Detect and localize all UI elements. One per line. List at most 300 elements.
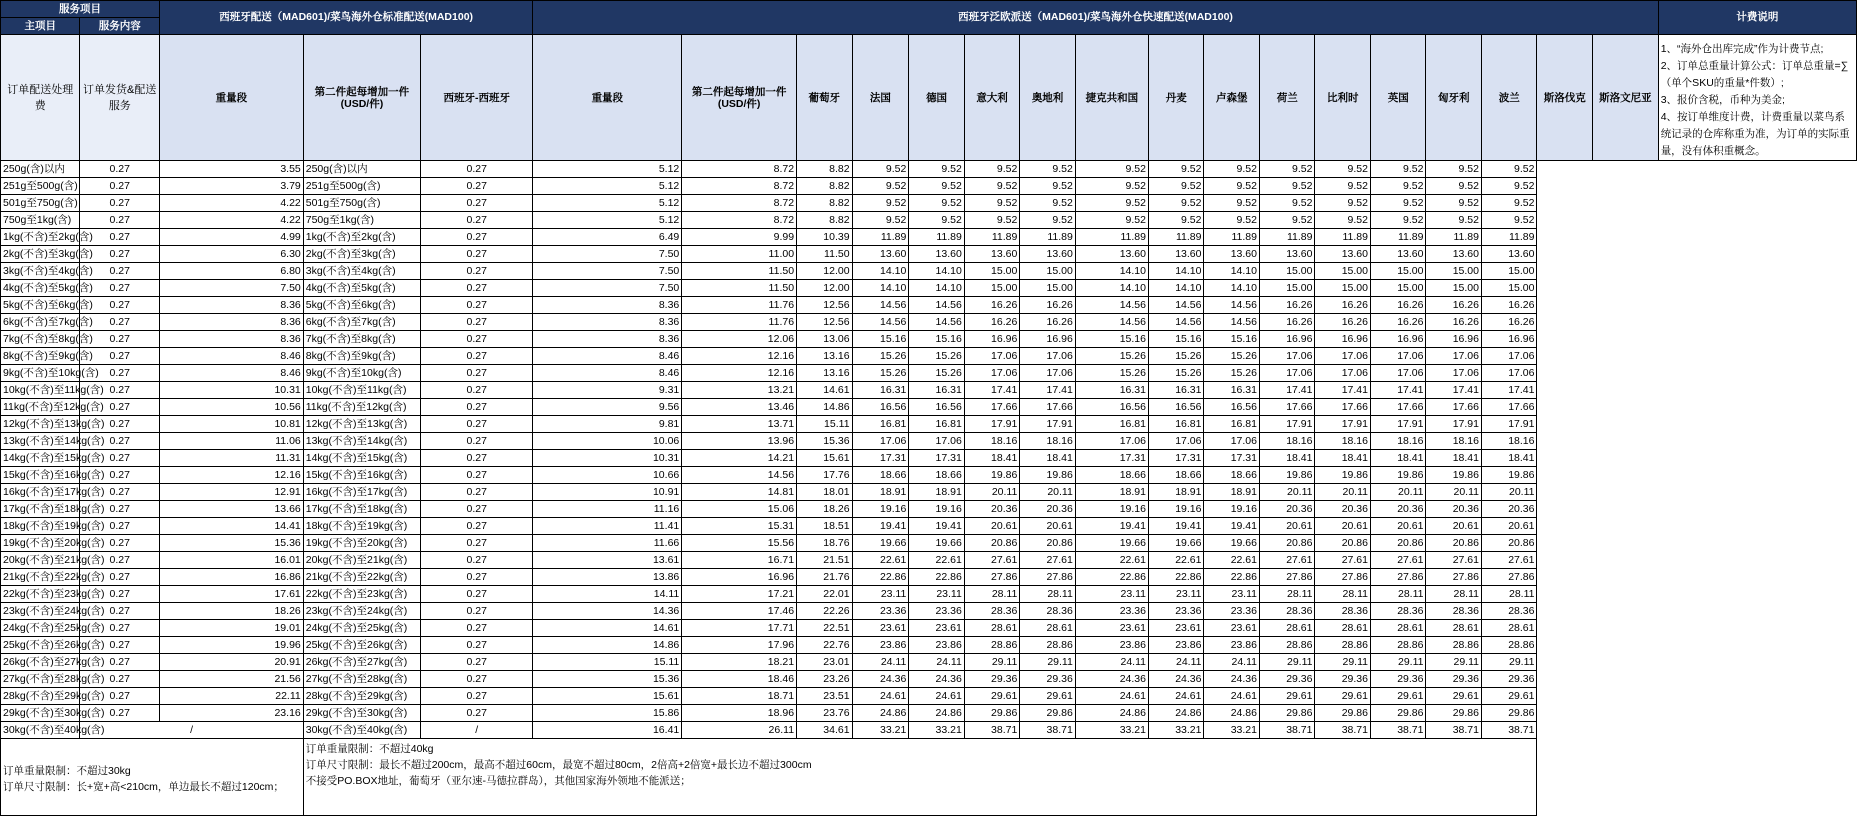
rate-rows <box>1 161 1857 739</box>
country-price-cell: 28.11 <box>1481 586 1537 603</box>
table-row <box>1 722 1857 739</box>
eu-extra-fee-cell: 0.27 <box>421 501 533 518</box>
eu-weight-range-cell: 1kg(不含)至2kg(含) <box>303 229 420 246</box>
spain-price-cell: 8.46 <box>159 365 303 382</box>
country-price-cell: 20.86 <box>1315 535 1371 552</box>
country-price-cell: 18.16 <box>1426 433 1482 450</box>
country-price-cell: 22.61 <box>852 552 909 569</box>
country-price-cell: 23.61 <box>909 620 965 637</box>
eu-weight-range-cell: 3kg(不含)至4kg(含) <box>303 263 420 280</box>
country-price-cell: 18.96 <box>682 705 797 722</box>
country-price-cell: 14.10 <box>1075 280 1148 297</box>
country-price-cell: 28.36 <box>1315 603 1371 620</box>
country-price-cell: 22.26 <box>797 603 853 620</box>
spain-price-cell: 3.79 <box>159 178 303 195</box>
country-price-cell: 20.36 <box>1020 501 1076 518</box>
weight-range-cell: 1kg(不含)至2kg(含) <box>1 229 80 246</box>
weight-range-cell: 16kg(不含)至17kg(含) <box>1 484 80 501</box>
eu-weight-range-cell: 12kg(不含)至13kg(含) <box>303 416 420 433</box>
spain-price-cell: 12.16 <box>159 467 303 484</box>
country-price-cell: 17.31 <box>1148 450 1204 467</box>
country-price-cell: 33.21 <box>852 722 909 739</box>
country-price-cell: 28.86 <box>1315 637 1371 654</box>
country-price-cell: 29.11 <box>1481 654 1537 671</box>
country-price-cell: 20.11 <box>1259 484 1315 501</box>
country-price-cell: 11.89 <box>1075 229 1148 246</box>
country-price-cell: 15.11 <box>533 654 682 671</box>
country-price-cell: 24.61 <box>1148 688 1204 705</box>
country-price-cell: 22.86 <box>1204 569 1260 586</box>
country-price-cell: 15.26 <box>1204 348 1260 365</box>
country-price-cell: 29.36 <box>1315 671 1371 688</box>
country-price-cell: 17.76 <box>797 467 853 484</box>
spain-price-cell: 17.61 <box>159 586 303 603</box>
country-price-cell: 16.26 <box>964 297 1020 314</box>
country-price-cell: 16.81 <box>852 416 909 433</box>
country-price-cell: 16.31 <box>1075 382 1148 399</box>
country-price-cell: 22.61 <box>1204 552 1260 569</box>
country-price-cell: 11.00 <box>682 246 797 263</box>
country-price-cell: 16.31 <box>852 382 909 399</box>
eu-weight-range-cell: 18kg(不含)至19kg(含) <box>303 518 420 535</box>
country-price-cell: 19.66 <box>1075 535 1148 552</box>
country-price-cell: 28.11 <box>1426 586 1482 603</box>
spain-price-cell: 4.99 <box>159 229 303 246</box>
country-price-cell: 17.06 <box>1481 365 1537 382</box>
country-price-cell: 18.66 <box>1204 467 1260 484</box>
country-price-cell: 24.36 <box>909 671 965 688</box>
country-price-cell: 28.36 <box>1020 603 1076 620</box>
table-row <box>1 178 1857 195</box>
note-line: 1、“海外仓出库完成”作为计费节点; <box>1660 43 1824 55</box>
country-price-cell: 16.96 <box>1259 331 1315 348</box>
country-price-cell: 19.16 <box>1075 501 1148 518</box>
country-price-cell: 14.61 <box>533 620 682 637</box>
country-price-cell: 9.52 <box>1426 178 1482 195</box>
weight-range-cell: 27kg(不含)至28kg(含) <box>1 671 80 688</box>
country-price-cell: 16.56 <box>909 399 965 416</box>
eu-weight-range-cell: 26kg(不含)至27kg(含) <box>303 654 420 671</box>
country-price-cell: 9.52 <box>1426 195 1482 212</box>
country-price-cell: 23.76 <box>797 705 853 722</box>
country-price-cell: 17.06 <box>1370 348 1426 365</box>
country-price-cell: 20.11 <box>964 484 1020 501</box>
country-price-cell: 14.56 <box>852 314 909 331</box>
country-price-cell: 17.06 <box>1426 348 1482 365</box>
country-price-cell: 19.86 <box>1426 467 1482 484</box>
country-price-cell: 14.81 <box>682 484 797 501</box>
country-price-cell: 38.71 <box>1020 722 1076 739</box>
country-price-cell: 13.60 <box>1204 246 1260 263</box>
weight-range-cell: 20kg(不含)至21kg(含) <box>1 552 80 569</box>
country-price-cell: 17.91 <box>1370 416 1426 433</box>
country-price-cell: 13.86 <box>533 569 682 586</box>
col-weight-eu: 重量段 <box>533 35 682 161</box>
country-price-cell: 29.61 <box>1370 688 1426 705</box>
country-price-cell: 12.56 <box>797 314 853 331</box>
country-price-cell: 23.36 <box>909 603 965 620</box>
weight-range-cell: 21kg(不含)至22kg(含) <box>1 569 80 586</box>
country-price-cell: 14.86 <box>533 637 682 654</box>
country-price-cell: 9.52 <box>852 161 909 178</box>
country-price-cell: 18.21 <box>682 654 797 671</box>
country-price-cell: 16.26 <box>964 314 1020 331</box>
spain-price-cell: 12.91 <box>159 484 303 501</box>
table-row <box>1 671 1857 688</box>
country-price-cell: 29.61 <box>1020 688 1076 705</box>
country-price-cell: 22.01 <box>797 586 853 603</box>
country-price-cell: 14.56 <box>1204 297 1260 314</box>
footer-line: 订单重量限制：不超过40kg <box>305 743 434 755</box>
country-price-cell: 18.66 <box>852 467 909 484</box>
weight-range-cell: 23kg(不含)至24kg(含) <box>1 603 80 620</box>
country-price-cell: 15.00 <box>1020 280 1076 297</box>
country-price-cell: 17.31 <box>852 450 909 467</box>
spain-price-cell: 7.50 <box>159 280 303 297</box>
eu-extra-fee-cell: 0.27 <box>421 569 533 586</box>
country-price-cell: 16.31 <box>1148 382 1204 399</box>
country-price-cell: 9.52 <box>1315 161 1371 178</box>
extra-fee-cell: 0.27 <box>80 365 159 382</box>
country-price-cell: 17.91 <box>1259 416 1315 433</box>
country-price-cell: 22.76 <box>797 637 853 654</box>
country-price-cell: 16.31 <box>1204 382 1260 399</box>
country-price-cell: 16.26 <box>1481 314 1537 331</box>
country-price-cell: 17.66 <box>1426 399 1482 416</box>
country-price-cell: 17.31 <box>1204 450 1260 467</box>
note-line: 4、按订单维度计费，计费重量以菜鸟系统记录的仓库称重为准，为订单的实际重量，没有体积重概念。 <box>1660 111 1850 157</box>
country-price-cell: 11.50 <box>682 280 797 297</box>
spain-price-cell: 10.81 <box>159 416 303 433</box>
country-price-cell: 13.60 <box>852 246 909 263</box>
country-price-cell: 15.00 <box>1426 263 1482 280</box>
country-price-cell: 8.82 <box>797 161 853 178</box>
country-price-cell: 17.66 <box>1481 399 1537 416</box>
country-price-cell: 9.52 <box>1075 161 1148 178</box>
country-price-cell: 29.11 <box>1020 654 1076 671</box>
eu-weight-range-cell: 23kg(不含)至24kg(含) <box>303 603 420 620</box>
country-price-cell: 10.91 <box>533 484 682 501</box>
table-row <box>1 331 1857 348</box>
table-row <box>1 348 1857 365</box>
country-price-cell: 11.66 <box>533 535 682 552</box>
country-price-cell: 17.06 <box>1148 433 1204 450</box>
country-price-cell: 23.86 <box>1204 637 1260 654</box>
weight-range-cell: 12kg(不含)至13kg(含) <box>1 416 80 433</box>
spain-price-cell: 6.30 <box>159 246 303 263</box>
country-price-cell: 17.06 <box>1020 365 1076 382</box>
country-price-cell: 14.10 <box>1148 263 1204 280</box>
col-country-slovenia: 斯洛文尼亚 <box>1592 35 1658 161</box>
extra-fee-cell: 0.27 <box>80 620 159 637</box>
country-price-cell: 20.11 <box>1020 484 1076 501</box>
country-price-cell: 19.66 <box>1204 535 1260 552</box>
country-price-cell: 38.71 <box>964 722 1020 739</box>
country-price-cell: 15.11 <box>797 416 853 433</box>
table-row <box>1 688 1857 705</box>
table-row <box>1 535 1857 552</box>
country-price-cell: 12.00 <box>797 263 853 280</box>
country-price-cell: 14.56 <box>909 314 965 331</box>
country-price-cell: 29.11 <box>964 654 1020 671</box>
weight-range-cell: 10kg(不含)至11kg(含) <box>1 382 80 399</box>
spain-price-cell: 16.01 <box>159 552 303 569</box>
country-price-cell: 28.36 <box>1370 603 1426 620</box>
country-price-cell: 16.71 <box>682 552 797 569</box>
table-row <box>1 280 1857 297</box>
country-price-cell: 17.91 <box>964 416 1020 433</box>
extra-fee-cell: 0.27 <box>80 212 159 229</box>
country-price-cell: 18.91 <box>852 484 909 501</box>
extra-fee-cell: 0.27 <box>80 263 159 280</box>
country-price-cell: 9.52 <box>852 195 909 212</box>
country-price-cell: 29.61 <box>1481 688 1537 705</box>
footer-limits-spain <box>1 739 304 816</box>
country-price-cell: 18.41 <box>1426 450 1482 467</box>
country-price-cell: 15.00 <box>1370 263 1426 280</box>
table-row <box>1 212 1857 229</box>
country-price-cell: 18.16 <box>1481 433 1537 450</box>
eu-extra-fee-cell: 0.27 <box>421 348 533 365</box>
country-price-cell: 20.11 <box>1426 484 1482 501</box>
country-price-cell: 17.96 <box>682 637 797 654</box>
spain-price-cell: 15.36 <box>159 535 303 552</box>
country-price-cell: 20.61 <box>1481 518 1537 535</box>
country-price-cell: 14.56 <box>909 297 965 314</box>
extra-fee-cell: 0.27 <box>80 637 159 654</box>
country-price-cell: 7.50 <box>533 263 682 280</box>
country-price-cell: 29.86 <box>1020 705 1076 722</box>
country-price-cell: 10.66 <box>533 467 682 484</box>
country-price-cell: 11.16 <box>533 501 682 518</box>
extra-fee-cell: 0.27 <box>80 399 159 416</box>
country-price-cell: 11.76 <box>682 314 797 331</box>
spain-price-cell: 8.46 <box>159 348 303 365</box>
country-price-cell: 17.91 <box>1426 416 1482 433</box>
country-price-cell: 28.61 <box>1315 620 1371 637</box>
extra-fee-cell: 0.27 <box>80 246 159 263</box>
country-price-cell: 15.26 <box>1075 348 1148 365</box>
table-row <box>1 161 1857 178</box>
country-price-cell: 13.71 <box>682 416 797 433</box>
extra-fee-cell: 0.27 <box>80 195 159 212</box>
country-price-cell: 5.12 <box>533 178 682 195</box>
eu-weight-range-cell: 251g至500g(含) <box>303 178 420 195</box>
country-price-cell: 18.16 <box>1020 433 1076 450</box>
country-price-cell: 15.00 <box>1315 280 1371 297</box>
country-price-cell: 24.36 <box>1075 671 1148 688</box>
country-price-cell: 18.51 <box>797 518 853 535</box>
weight-range-cell: 7kg(不含)至8kg(含) <box>1 331 80 348</box>
eu-weight-range-cell: 4kg(不含)至5kg(含) <box>303 280 420 297</box>
country-price-cell: 14.21 <box>682 450 797 467</box>
country-price-cell: 17.06 <box>1370 365 1426 382</box>
footer-line: 不接受PO.BOX地址，葡萄牙（亚尔速-马德拉群岛），其他国家海外领地不能派送； <box>305 775 691 787</box>
country-price-cell: 28.61 <box>964 620 1020 637</box>
country-price-cell: 23.51 <box>797 688 853 705</box>
weight-range-cell: 2kg(不含)至3kg(含) <box>1 246 80 263</box>
extra-fee-cell: 0.27 <box>80 688 159 705</box>
country-price-cell: 16.81 <box>1148 416 1204 433</box>
col-spain-spain: 西班牙-西班牙 <box>421 35 533 161</box>
country-price-cell: 16.96 <box>1426 331 1482 348</box>
country-price-cell: 28.36 <box>1426 603 1482 620</box>
country-price-cell: 9.52 <box>1259 212 1315 229</box>
country-price-cell: 17.66 <box>1370 399 1426 416</box>
weight-range-cell: 251g至500g(含) <box>1 178 80 195</box>
country-price-cell: 16.26 <box>1370 297 1426 314</box>
weight-range-cell: 17kg(不含)至18kg(含) <box>1 501 80 518</box>
country-price-cell: 9.52 <box>909 212 965 229</box>
country-price-cell: 22.61 <box>1148 552 1204 569</box>
country-price-cell: 29.86 <box>1315 705 1371 722</box>
country-price-cell: 29.61 <box>1315 688 1371 705</box>
country-price-cell: 23.11 <box>1204 586 1260 603</box>
country-price-cell: 17.06 <box>852 433 909 450</box>
footer-line: 订单尺寸限制：长+宽+高<210cm，单边最长不超过120cm； <box>3 781 284 793</box>
country-price-cell: 24.36 <box>1204 671 1260 688</box>
country-price-cell: 22.51 <box>797 620 853 637</box>
note-line: 3、报价含税，币种为美金; <box>1660 94 1785 106</box>
country-price-cell: 15.26 <box>1204 365 1260 382</box>
country-price-cell: 23.11 <box>1075 586 1148 603</box>
country-price-cell: 29.61 <box>964 688 1020 705</box>
country-price-cell: 9.52 <box>1315 195 1371 212</box>
country-price-cell: 26.11 <box>682 722 797 739</box>
country-price-cell: 9.81 <box>533 416 682 433</box>
spain-price-cell: 16.86 <box>159 569 303 586</box>
country-price-cell: 29.36 <box>1020 671 1076 688</box>
country-price-cell: 15.86 <box>533 705 682 722</box>
country-price-cell: 27.61 <box>1259 552 1315 569</box>
extra-fee-cell: 0.27 <box>80 552 159 569</box>
weight-range-cell: 26kg(不含)至27kg(含) <box>1 654 80 671</box>
country-price-cell: 16.26 <box>1481 297 1537 314</box>
country-price-cell: 27.61 <box>1315 552 1371 569</box>
country-price-cell: 17.06 <box>964 365 1020 382</box>
spain-price-cell: 19.01 <box>159 620 303 637</box>
country-price-cell: 17.06 <box>1259 348 1315 365</box>
country-price-cell: 29.36 <box>1259 671 1315 688</box>
spain-price-cell: 11.31 <box>159 450 303 467</box>
eu-extra-fee-cell: 0.27 <box>421 671 533 688</box>
country-price-cell: 19.86 <box>1370 467 1426 484</box>
country-price-cell: 14.10 <box>852 263 909 280</box>
extra-fee-cell: 0.27 <box>80 433 159 450</box>
col-country-france: 法国 <box>852 35 909 161</box>
country-price-cell: 14.10 <box>1204 280 1260 297</box>
country-price-cell: 18.41 <box>1315 450 1371 467</box>
country-price-cell: 16.96 <box>1020 331 1076 348</box>
country-price-cell: 20.61 <box>1426 518 1482 535</box>
country-price-cell: 15.00 <box>1020 263 1076 280</box>
spain-price-cell: 10.31 <box>159 382 303 399</box>
country-price-cell: 16.26 <box>1259 314 1315 331</box>
weight-range-cell: 19kg(不含)至20kg(含) <box>1 535 80 552</box>
country-price-cell: 9.52 <box>1481 212 1537 229</box>
country-price-cell: 20.86 <box>1370 535 1426 552</box>
country-price-cell: 11.89 <box>964 229 1020 246</box>
country-price-cell: 27.86 <box>1315 569 1371 586</box>
country-price-cell: 8.46 <box>533 348 682 365</box>
country-price-cell: 15.26 <box>1148 348 1204 365</box>
country-price-cell: 9.52 <box>1020 212 1076 229</box>
country-price-cell: 14.10 <box>1075 263 1148 280</box>
eu-extra-fee-cell: 0.27 <box>421 620 533 637</box>
country-price-cell: 24.11 <box>909 654 965 671</box>
country-price-cell: 16.26 <box>1315 314 1371 331</box>
country-price-cell: 17.06 <box>1315 365 1371 382</box>
extra-fee-cell: 0.27 <box>80 178 159 195</box>
service-item-header: 服务项目 <box>1 1 160 18</box>
eu-extra-fee-cell: 0.27 <box>421 416 533 433</box>
country-price-cell: 23.61 <box>1075 620 1148 637</box>
country-price-cell: 38.71 <box>1370 722 1426 739</box>
country-price-cell: 13.16 <box>797 348 853 365</box>
country-price-cell: 11.89 <box>852 229 909 246</box>
table-row <box>1 569 1857 586</box>
country-price-cell: 19.16 <box>1148 501 1204 518</box>
footer-line: 订单尺寸限制：最长不超过200cm，最高不超过60cm，最宽不超过80cm，2倍高+2倍宽+最长边不超过300cm <box>305 759 812 771</box>
col-country-italy: 意大利 <box>964 35 1020 161</box>
eu-extra-fee-cell: 0.27 <box>421 212 533 229</box>
country-price-cell: 20.61 <box>1020 518 1076 535</box>
spain-price-cell: 20.91 <box>159 654 303 671</box>
country-price-cell: 16.56 <box>1148 399 1204 416</box>
country-price-cell: 28.61 <box>1370 620 1426 637</box>
col-country-luxembourg: 卢森堡 <box>1204 35 1260 161</box>
eu-weight-range-cell: 750g至1kg(含) <box>303 212 420 229</box>
country-price-cell: 12.00 <box>797 280 853 297</box>
country-price-cell: 11.89 <box>1148 229 1204 246</box>
country-price-cell: 12.56 <box>797 297 853 314</box>
col-country-netherlands: 荷兰 <box>1259 35 1315 161</box>
eu-weight-range-cell: 28kg(不含)至29kg(含) <box>303 688 420 705</box>
eu-weight-range-cell: 20kg(不含)至21kg(含) <box>303 552 420 569</box>
country-price-cell: 28.11 <box>1259 586 1315 603</box>
country-price-cell: 17.41 <box>1370 382 1426 399</box>
country-price-cell: 15.26 <box>1148 365 1204 382</box>
eu-extra-fee-cell: 0.27 <box>421 382 533 399</box>
country-price-cell: 19.16 <box>1204 501 1260 518</box>
country-price-cell: 13.60 <box>909 246 965 263</box>
extra-fee-cell: 0.27 <box>80 297 159 314</box>
country-price-cell: 29.11 <box>1259 654 1315 671</box>
country-price-cell: 24.11 <box>1148 654 1204 671</box>
eu-extra-fee-cell: 0.27 <box>421 654 533 671</box>
country-price-cell: 17.06 <box>1259 365 1315 382</box>
country-price-cell: 8.82 <box>797 195 853 212</box>
country-price-cell: 28.86 <box>1020 637 1076 654</box>
weight-range-cell: 29kg(不含)至30kg(含) <box>1 705 80 722</box>
extra-fee-cell: 0.27 <box>80 484 159 501</box>
country-price-cell: 16.26 <box>1426 314 1482 331</box>
country-price-cell: 11.89 <box>1020 229 1076 246</box>
country-price-cell: 9.52 <box>1075 178 1148 195</box>
spain-price-cell: 11.06 <box>159 433 303 450</box>
country-price-cell: 18.66 <box>1075 467 1148 484</box>
country-price-cell: 18.16 <box>1370 433 1426 450</box>
country-price-cell: 16.81 <box>1075 416 1148 433</box>
service-content-cell: 订单发货&配送服务 <box>80 35 159 161</box>
col-country-hungary: 匈牙利 <box>1426 35 1482 161</box>
country-price-cell: 34.61 <box>797 722 853 739</box>
country-price-cell: 28.11 <box>964 586 1020 603</box>
country-price-cell: 8.72 <box>682 178 797 195</box>
country-price-cell: 27.86 <box>1020 569 1076 586</box>
extra-fee-cell: 0.27 <box>80 569 159 586</box>
country-price-cell: 11.89 <box>1481 229 1537 246</box>
